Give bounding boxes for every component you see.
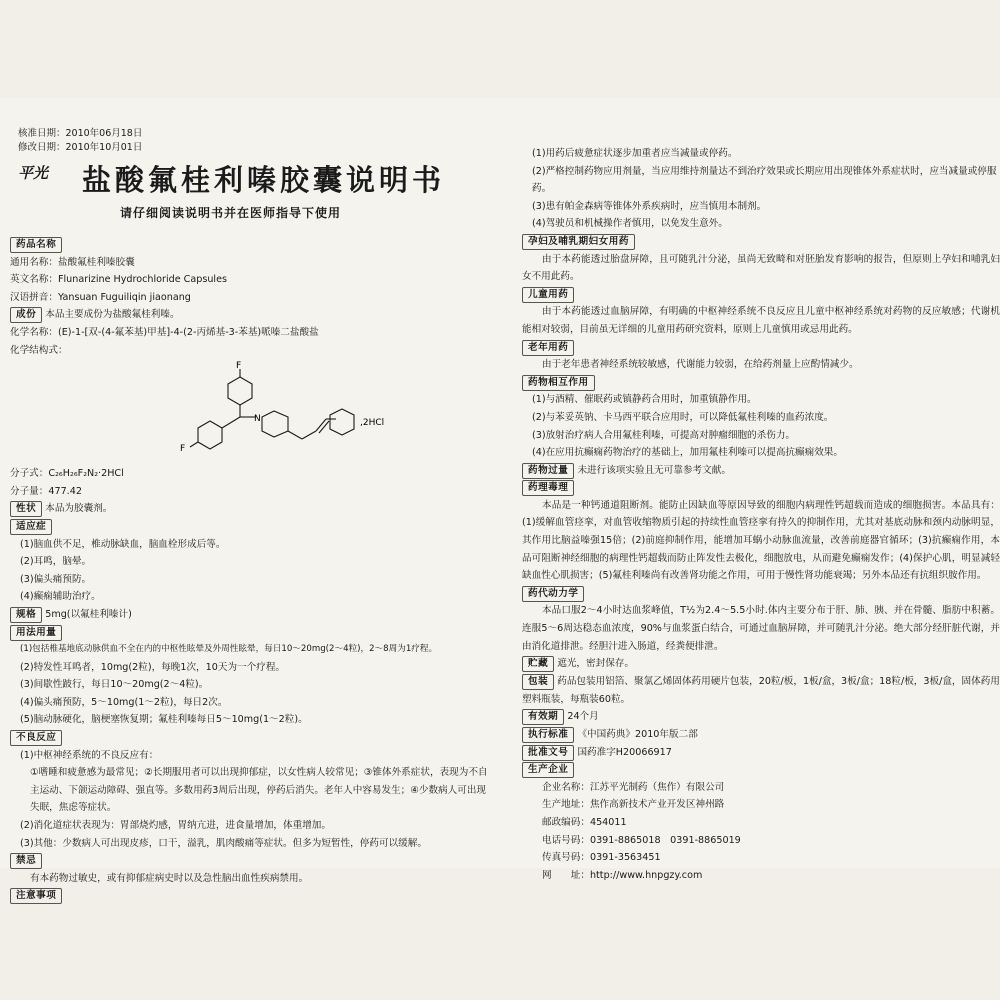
- nitrogen-label: N: [254, 414, 261, 425]
- list-item: (2)与苯妥英钠、卡马西平联合应用时，可以降低氟桂利嗪的血药浓度。: [532, 411, 834, 423]
- pregnancy-text: 由于本药能透过胎盘屏障，且可随乳汁分泌，虽尚无致畸和对胚胎发育影响的报告，但原则上孕妇和哺乳妇女不用此药。: [522, 253, 1000, 283]
- manufacturer-phone: 电话号码：0391-8865018 0391-8865019: [542, 834, 741, 846]
- elderly-text: 由于老年患者神经系统较敏感，代谢能力较弱，在给药剂量上应酌情减少。: [542, 359, 859, 371]
- brand-logo: 平光: [18, 164, 49, 182]
- overdose-text: 未进行该项实验且无可靠参考文献。: [577, 464, 731, 476]
- section-heading: 生产企业: [522, 762, 574, 778]
- section-heading: 贮藏: [522, 656, 554, 672]
- section-heading: 老年用药: [522, 340, 574, 356]
- section-heading: 禁忌: [10, 853, 42, 869]
- approval-date: 核准日期：2010年06月18日: [18, 128, 143, 139]
- english-name: 英文名称：Flunarizine Hydrochloride Capsules: [10, 274, 227, 286]
- manufacturer-address: 生产地址：焦作高新技术产业开发区神州路: [542, 799, 725, 811]
- section-heading: 批准文号: [522, 745, 574, 761]
- section-heading: 适应症: [10, 519, 52, 535]
- section-heading: 包装: [522, 674, 554, 690]
- page-subtitle: 请仔细阅读说明书并在医师指导下使用: [120, 206, 342, 220]
- fluorine-label: F: [180, 444, 186, 455]
- list-item: (4)癫痫辅助治疗。: [20, 591, 101, 603]
- list-item: (5)脑动脉硬化，脑梗塞恢复期；氟桂利嗪每日5～10mg(1～2粒)。: [20, 714, 308, 726]
- right-column: [522, 145, 1000, 884]
- spec-text: 5mg(以氟桂利嗪计): [45, 608, 132, 620]
- section-heading: 规格: [10, 607, 42, 623]
- list-item: (2)严格控制药物应用剂量，当应用维持剂量达不到治疗效果或长期应用出现锥体外系症状时，应当减量或停服药。: [532, 165, 997, 195]
- list-item: (1)脑血供不足，椎动脉缺血，脑血栓形成后等。: [20, 538, 226, 550]
- salt-label: ,2HCl: [360, 418, 385, 429]
- molecular-formula: 分子式：C₂₆H₂₆F₂N₂·2HCl: [10, 468, 124, 480]
- molecular-weight: 分子量：477.42: [10, 485, 82, 497]
- chemical-structure-diagram: [170, 359, 430, 465]
- list-item: (3)其他：少数病人可出现皮疹，口干，溢乳，肌肉酸痛等症状。但多为短暂性，停药可以缓解。: [20, 837, 427, 849]
- common-name: 通用名称：盐酸氟桂利嗪胶囊: [10, 256, 135, 268]
- list-item: (3)放射治疗病人合用氟桂利嗪，可提高对肿瘤细胞的杀伤力。: [532, 429, 796, 441]
- pharmacology-text: 本品是一种钙通道阻断剂。能防止因缺血等原因导致的细胞内病理性钙超载而造成的细胞损害。本品具有：(1)缓解血管痉挛，对血管收缩物质引起的持续性血管痉挛有持久的抑制作用，尤其对基底动脉和颈内动脉明显，其作用比脑益嗪强15倍；(2)前庭抑制作用，能增加耳蜗小动脉血流量，改善前庭器官循环；(3)抗癫痫作用，本品可阻断神经细胞的病理性钙超载而防止阵发性去极化，细胞放电，从而避免癫痫发作；(4)保护心肌，明显减轻缺血性心肌损害；(5)氟桂利嗪尚有改善肾功能之作用，可用于慢性肾功能衰竭；另外本品还有抗组织胺作用。: [522, 499, 1000, 582]
- properties-text: 本品为胶囊剂。: [45, 503, 113, 515]
- standard-text: 《中国药典》2010年版二部: [577, 729, 698, 740]
- chemical-name: 化学名称：(E)-1-[双-(4-氟苯基)甲基]-4-(2-丙烯基-3-苯基)哌嗪二盐酸盐: [10, 326, 319, 338]
- dates-block: [18, 127, 142, 155]
- revision-date: 修改日期：2010年10月01日: [18, 142, 143, 153]
- list-item: (1)中枢神经系统的不良反应有：: [20, 749, 159, 761]
- section-heading: 药代动力学: [522, 586, 584, 602]
- structure-area: [10, 359, 492, 465]
- adverse-cns-detail: ①嗜睡和疲惫感为最常见；②长期服用者可以出现抑郁症，以女性病人较常见；③锥体外系症状，表现为不自主运动、下颌运动障碍、强直等。多数用药3周后出现，停药后消失。老年人中容易发生；④少数病人可出现失眠，焦虑等症状。: [30, 767, 488, 814]
- section-heading: 性状: [10, 501, 42, 517]
- list-item: (2)消化道症状表现为：胃部烧灼感，胃纳亢进，进食量增加，体重增加。: [20, 820, 331, 832]
- manufacturer-name: 企业名称：江苏平光制药（焦作）有限公司: [542, 781, 725, 793]
- list-item: (3)患有帕金森病等锥体外系疾病时，应当慎用本制剂。: [532, 200, 767, 212]
- list-item: (1)与酒精、催眠药或镇静药合用时，加重镇静作用。: [532, 394, 757, 406]
- section-heading: 注意事项: [10, 888, 62, 904]
- contraindication-text: 有本药物过敏史，或有抑郁症病史时以及急性脑出血性疾病禁用。: [30, 872, 309, 884]
- list-item: (3)间歇性跛行，每日10～20mg(2～4粒)。: [20, 679, 209, 691]
- page-title: 盐酸氟桂利嗪胶囊说明书: [82, 163, 446, 197]
- section-heading: 药物相互作用: [522, 375, 595, 391]
- section-heading: 用法用量: [10, 625, 62, 641]
- section-heading: 药品名称: [10, 237, 62, 253]
- section-heading: 孕妇及哺乳期妇女用药: [522, 234, 635, 250]
- list-item: (4)驾驶员和机械操作者慎用，以免发生意外。: [532, 218, 728, 230]
- left-column: [10, 236, 492, 905]
- list-item: (4)偏头痛预防，5～10mg(1～2粒)，每日2次。: [20, 696, 228, 708]
- manufacturer-fax: 传真号码：0391-3563451: [542, 852, 661, 864]
- package-text: 药品包装用铝箔、聚氯乙烯固体药用硬片包装，20粒/板，1板/盒，3板/盒；18粒/板，3板/盒，固体药用塑料瓶装，每瓶装60粒。: [522, 675, 1000, 705]
- validity-text: 24个月: [567, 711, 599, 723]
- list-item: (1)用药后疲惫症状逐步加重者应当减量或停药。: [532, 148, 738, 159]
- list-item: (4)在应用抗癫痫药物治疗的基础上，加用氟桂利嗪可以提高抗癫痫效果。: [532, 447, 843, 459]
- section-heading: 有效期: [522, 709, 564, 725]
- section-heading: 执行标准: [522, 727, 574, 743]
- fluorine-label: F: [236, 361, 242, 372]
- structure-label: 化学结构式：: [10, 344, 68, 356]
- section-heading: 不良反应: [10, 730, 62, 746]
- section-heading: 药理毒理: [522, 480, 574, 496]
- pinyin-name: 汉语拼音：Yansuan Fuguiliqin jiaonang: [10, 291, 191, 303]
- pharmacokinetics-text: 本品口服2～4小时达血浆峰值，T½为2.4～5.5小时.体内主要分布于肝、肺、胰、并在骨髓、脂肪中积蓄。连服5～6周达稳态血浓度，90%与血浆蛋白结合，可通过血脑屏障，并可随乳汁分泌。绝大部分经肝脏代谢，并由消化道排泄。经胆汁进入肠道，经粪便排泄。: [522, 605, 1000, 652]
- list-item: (3)偏头痛预防。: [20, 573, 92, 585]
- approval-text: 国药准字H20066917: [577, 746, 672, 758]
- composition-text: 本品主要成份为盐酸氟桂利嗪。: [45, 309, 180, 321]
- list-item: (2)特发性耳鸣者，10mg(2粒)，每晚1次，10天为一个疗程。: [20, 661, 286, 673]
- manufacturer-postcode: 邮政编码：454011: [542, 816, 627, 828]
- section-heading: 儿童用药: [522, 287, 574, 303]
- list-item: (2)耳鸣，脑晕。: [20, 556, 92, 568]
- storage-text: 遮光，密封保存。: [557, 658, 634, 670]
- children-text: 由于本药能透过血脑屏障，有明确的中枢神经系统不良反应且儿童中枢神经系统对药物的反应敏感；代谢机能相对较弱，目前虽无详细的儿童用药研究资料，原则上儿童慎用或忌用此药。: [522, 306, 1000, 335]
- manufacturer-website: 网 址：http://www.hnpgzy.com: [542, 869, 703, 881]
- section-heading: 成份: [10, 307, 42, 323]
- section-heading: 药物过量: [522, 463, 574, 479]
- list-item: (1)包括椎基地底动脉供血不全在内的中枢性眩晕及外周性眩晕，每日10～20mg(2～4粒)，2～8周为1疗程。: [20, 644, 438, 655]
